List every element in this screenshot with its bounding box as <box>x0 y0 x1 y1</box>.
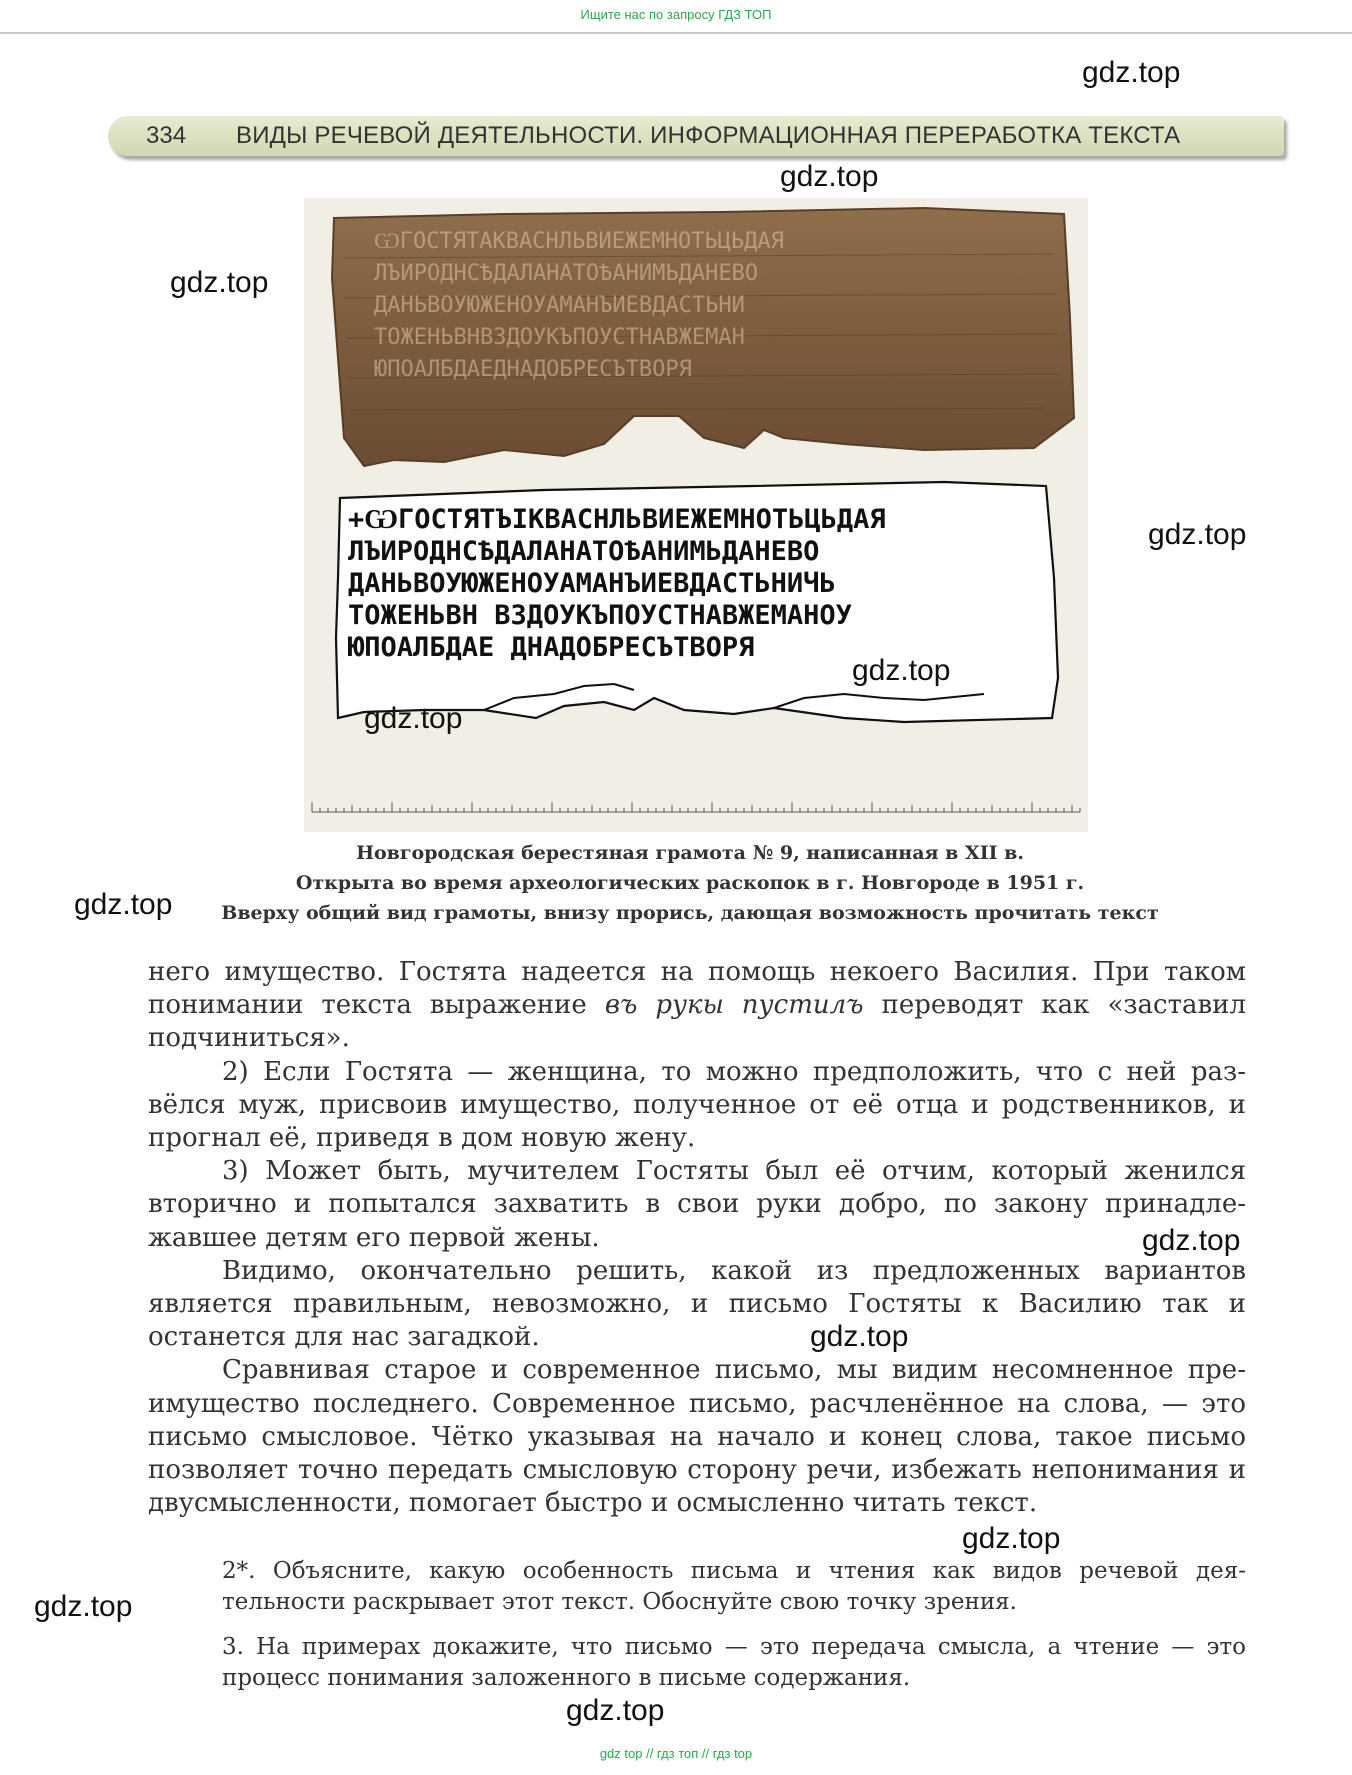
svg-text:ТОЖЕНЬВН ВЗДОУКЪПОУСТНАВЖЕМАНО: ТОЖЕНЬВН ВЗДОУКЪПОУСТНАВЖЕМАНОУ <box>348 600 852 631</box>
task-item: 2*. Объясните, какую особенность письма и чтения как видов речевой деятельности раскрывает этот текст. Обоснуйте свою точку зрения. <box>222 1558 1246 1615</box>
caption-line: Вверху общий вид грамоты, внизу прорись, дающая возможность прочитать текст <box>221 902 1159 924</box>
watermark: gdz.top <box>566 1694 665 1727</box>
watermark: gdz.top <box>962 1522 1061 1555</box>
figure-caption <box>190 838 1190 928</box>
page-header <box>108 116 1284 156</box>
paragraph: 3) Может быть, мучителем Гостяты был её отчим, который женился вторично и попытался захватить в свои руки добро, по закону принадлежавшее детям его первой жены. <box>148 1156 1246 1253</box>
footer-links[interactable]: gdz top // гдз топ // гдз top <box>599 1746 753 1761</box>
top-banner[interactable]: Ищите нас по запросу ГДЗ ТОП <box>0 0 1352 34</box>
watermark: gdz.top <box>852 654 951 687</box>
caption-line: Новгородская берестяная грамота № 9, написанная в XII в. <box>356 842 1024 864</box>
watermark: gdz.top <box>1082 56 1181 89</box>
watermark: gdz.top <box>170 266 269 299</box>
main-text <box>148 956 1246 1520</box>
svg-text:ТОЖЕНЬВНВЗДОУКЪПОУСТНАВЖЕМАН: ТОЖЕНЬВНВЗДОУКЪПОУСТНАВЖЕМАН <box>374 325 745 350</box>
paragraph: Видимо, окончательно решить, какой из предложенных вариантов является правильным, невозможно, и письмо Гостяты к Василию так и останется для нас загадкой. <box>148 1255 1246 1353</box>
svg-text:ѠГОСТЯТАКВАСНЛЬВИЕЖЕМНОТЬЦЬДАЯ: ѠГОСТЯТАКВАСНЛЬВИЕЖЕМНОТЬЦЬДАЯ <box>374 229 784 254</box>
svg-text:ЮПОАЛБДАЕ ДНАДОБРЕСЪТВОРЯ: ЮПОАЛБДАЕ ДНАДОБРЕСЪТВОРЯ <box>348 632 755 663</box>
paragraph: Сравнивая старое и современное письмо, мы видим несомненное преимущество последнего. Современное письмо, расчленённое на слова, — это письмо смысловое. Чётко указывая на начало и конец слова, такое письмо позволяет точно передать смысловую сторону речи, избежать непонимания и двусмысленности, помогает быстро и осмысленно читать текст. <box>148 1355 1246 1519</box>
caption-line: Открыта во время археологических раскопок в г. Новгороде в 1951 г. <box>295 872 1085 894</box>
birch-bark-figure <box>304 198 1088 832</box>
paragraph: 2) Если Гостята — женщина, то можно предположить, что с ней развёлся муж, присвоив имущество, полученное от её отца и родственников, и прогнал её, приведя в дом новую жену. <box>148 1056 1246 1154</box>
birch-bark-photo <box>304 198 1088 832</box>
chapter-title: ВИДЫ РЕЧЕВОЙ ДЕЯТЕЛЬНОСТИ. ИНФОРМАЦИОННАЯ ПЕРЕРАБОТКА ТЕКСТА <box>236 122 1181 149</box>
watermark: gdz.top <box>1142 1224 1241 1257</box>
svg-text:ДАНЬВОУЮЖЕНОУАМАНЪИЕВДАСТЬНИ: ДАНЬВОУЮЖЕНОУАМАНЪИЕВДАСТЬНИ <box>374 293 745 318</box>
italic-phrase: въ рукы пустилъ <box>604 990 864 1021</box>
watermark: gdz.top <box>810 1320 909 1353</box>
page-number: 334 <box>146 122 187 149</box>
svg-text:ЛЪИРОДНСѢДАЛАНАТОѢАНИМЬДАНЕВО: ЛЪИРОДНСѢДАЛАНАТОѢАНИМЬДАНЕВО <box>348 536 820 567</box>
svg-text:ЮПОАЛБДАЕДНАДОБРЕСЪТВОРЯ: ЮПОАЛБДАЕДНАДОБРЕСЪТВОРЯ <box>374 357 692 382</box>
watermark: gdz.top <box>34 1590 133 1623</box>
watermark: gdz.top <box>1148 518 1247 551</box>
watermark: gdz.top <box>780 160 879 193</box>
watermark: gdz.top <box>74 888 173 921</box>
watermark: gdz.top <box>364 702 463 735</box>
svg-text:ДАНЬВОУЮЖЕНОУАМАНЪИЕВДАСТЬНИЧЬ: ДАНЬВОУЮЖЕНОУАМАНЪИЕВДАСТЬНИЧЬ <box>348 568 836 599</box>
svg-text:ЛЪИРОДНСѢДАЛАНАТОѢАНИМЬДАНЕВО: ЛЪИРОДНСѢДАЛАНАТОѢАНИМЬДАНЕВО <box>374 261 759 286</box>
paragraph: него имущество. Гостята надеется на помощь некоего Василия. При таком понимании текста выражение въ рукы пустилъ переводят как «заставил подчиниться». <box>148 957 1246 1054</box>
task-list <box>222 1556 1246 1708</box>
svg-text:+ѠГОСТЯТЪIКВАСНЛЬВИЕЖЕМНОТЬЦЬД: +ѠГОСТЯТЪIКВАСНЛЬВИЕЖЕМНОТЬЦЬДАЯ <box>348 504 886 535</box>
task-item: 3. На примерах докажите, что письмо — это передача смысла, а чтение — это процесс понимания заложенного в письме содержания. <box>222 1634 1246 1691</box>
